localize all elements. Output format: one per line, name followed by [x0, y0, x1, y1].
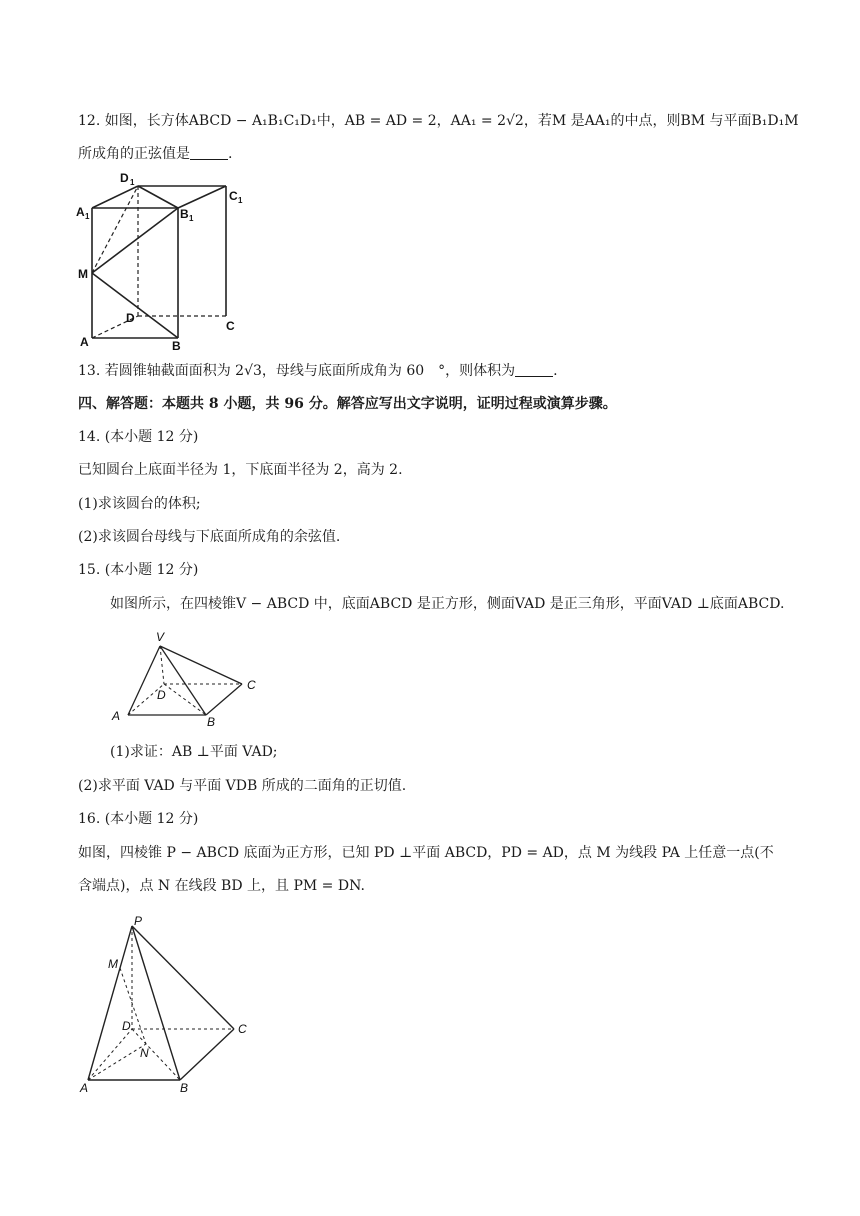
label-m: M [108, 957, 118, 971]
label-d: D [157, 688, 166, 702]
label-a: A [80, 1081, 89, 1095]
q16-stem2: 含端点)，点 N 在线段 BD 上，且 PM = DN. [78, 878, 365, 894]
answer-blank [190, 145, 228, 160]
q12-prompt: 所成角的正弦值是 [78, 146, 190, 162]
q15-header: 15. (本小题 12 分) [78, 562, 199, 578]
label-m: M [78, 267, 88, 281]
q16-header: 16. (本小题 12 分) [78, 811, 199, 827]
label-a1: A [76, 205, 85, 219]
label-c: C [238, 1022, 247, 1036]
q14-header: 14. (本小题 12 分) [78, 429, 199, 445]
q12-line2 [78, 144, 232, 164]
label-b1: B [180, 207, 189, 221]
label-n: N [140, 1046, 149, 1060]
q15-stem: 如图所示，在四棱锥V − ABCD 中，底面ABCD 是正方形，侧面VAD 是正三角形，平面VAD ⊥底面ABCD. [110, 596, 785, 612]
label-b: B [207, 715, 216, 729]
label-b: B [180, 1081, 189, 1095]
label-p: P [134, 914, 143, 928]
label-d: D [122, 1019, 131, 1033]
label-d1-sub: 1 [130, 178, 135, 187]
q13-end: . [553, 363, 558, 379]
label-c: C [226, 319, 235, 333]
section-heading: 四、解答题：本题共 8 小题，共 96 分。解答应写出文字说明，证明过程或演算步骤。 [78, 396, 617, 412]
answer-blank [515, 362, 553, 377]
label-d1: D [120, 171, 129, 185]
cuboid-figure [76, 170, 256, 353]
q14-part2: (2)求该圆台母线与下底面所成角的余弦值. [78, 529, 341, 545]
label-b1-sub: 1 [189, 214, 194, 223]
label-v: V [156, 630, 165, 644]
q14-part1: (1)求该圆台的体积; [78, 496, 201, 512]
q12-line1: 12. 如图，长方体ABCD − A₁B₁C₁D₁中，AB = AD = 2，AA₁ = 2√2，若M 是AA₁的中点，则BM 与平面B₁D₁M [78, 113, 799, 129]
label-c1-sub: 1 [238, 196, 243, 205]
pyramid-vabcd-figure [108, 628, 268, 732]
q14-stem: 已知圆台上底面半径为 1，下底面半径为 2，高为 2. [78, 462, 403, 478]
q15-part1: (1)求证：AB ⊥平面 VAD; [110, 744, 278, 760]
q13-line [78, 361, 558, 381]
q16-stem1: 如图，四棱锥 P − ABCD 底面为正方形，已知 PD ⊥平面 ABCD，PD = AD，点 M 为线段 PA 上任意一点(不 [78, 845, 774, 861]
q13-text: 13. 若圆锥轴截面面积为 2√3，母线与底面所成角为 60 °，则体积为 [78, 363, 516, 379]
label-a1-sub: 1 [85, 212, 90, 221]
label-b: B [172, 339, 181, 353]
label-a: A [112, 709, 121, 723]
q12-end: . [228, 146, 233, 162]
pyramid-pabcd-figure [76, 912, 256, 1098]
label-d: D [126, 311, 135, 325]
label-c: C [247, 678, 256, 692]
label-c1: C [229, 189, 238, 203]
label-a: A [80, 335, 89, 349]
q15-part2: (2)求平面 VAD 与平面 VDB 所成的二面角的正切值. [78, 778, 407, 794]
